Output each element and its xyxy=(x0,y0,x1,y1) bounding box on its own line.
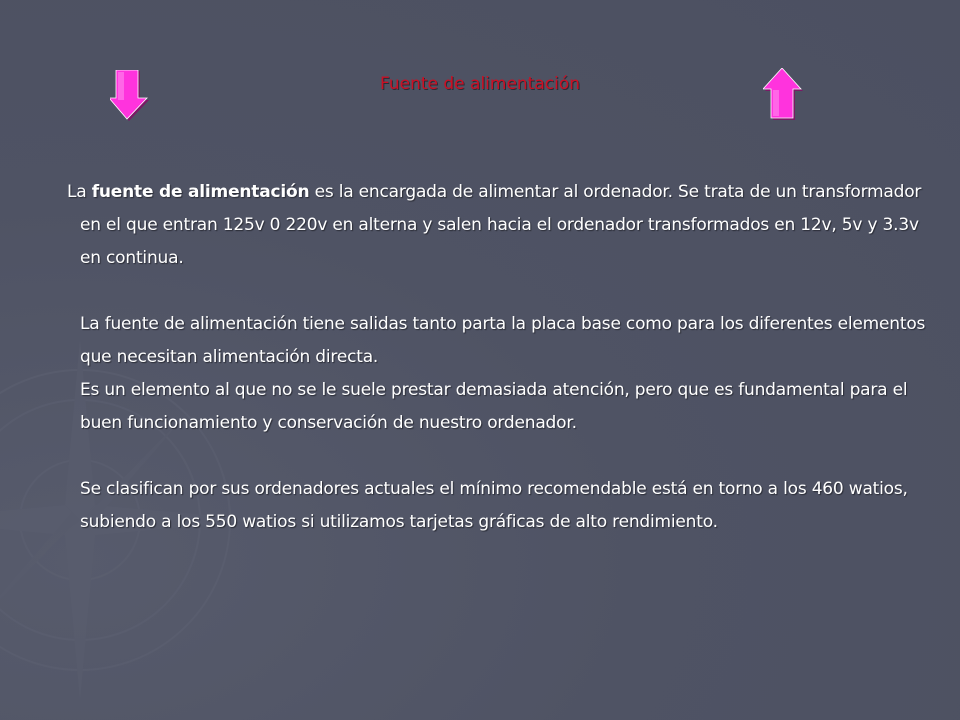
paragraph-importance: Es un elemento al que no se le suele prestar demasiada atención, pero que es fundamental para el buen funcionamiento y conservación de nuestro ordenador. xyxy=(80,380,908,433)
down-arrow-icon[interactable] xyxy=(110,70,150,122)
slide-title: Fuente de alimentación xyxy=(379,74,581,94)
paragraph-intro xyxy=(67,176,927,275)
up-arrow-icon[interactable] xyxy=(763,68,803,120)
intro-bold-term: fuente de alimentación xyxy=(91,182,310,202)
intro-prefix: La xyxy=(67,182,92,202)
paragraph-outputs: La fuente de alimentación tiene salidas tanto parta la placa base como para los diferentes elementos que necesitan alimentación directa. xyxy=(80,314,926,367)
paragraph-classification: Se clasifican por sus ordenadores actuales el mínimo recomendable está en torno a los 460 watios, subiendo a los 550 watios si utilizamos tarjetas gráficas de alto rendimiento. xyxy=(80,479,908,532)
intro-rest: es la encargada de alimentar al ordenador. Se trata de un transformador en el que entran 125v 0 220v en alterna y salen hacia el ordenador transformados en 12v, 5v y 3.3v en continua. xyxy=(80,182,922,268)
slide-body xyxy=(67,176,927,539)
